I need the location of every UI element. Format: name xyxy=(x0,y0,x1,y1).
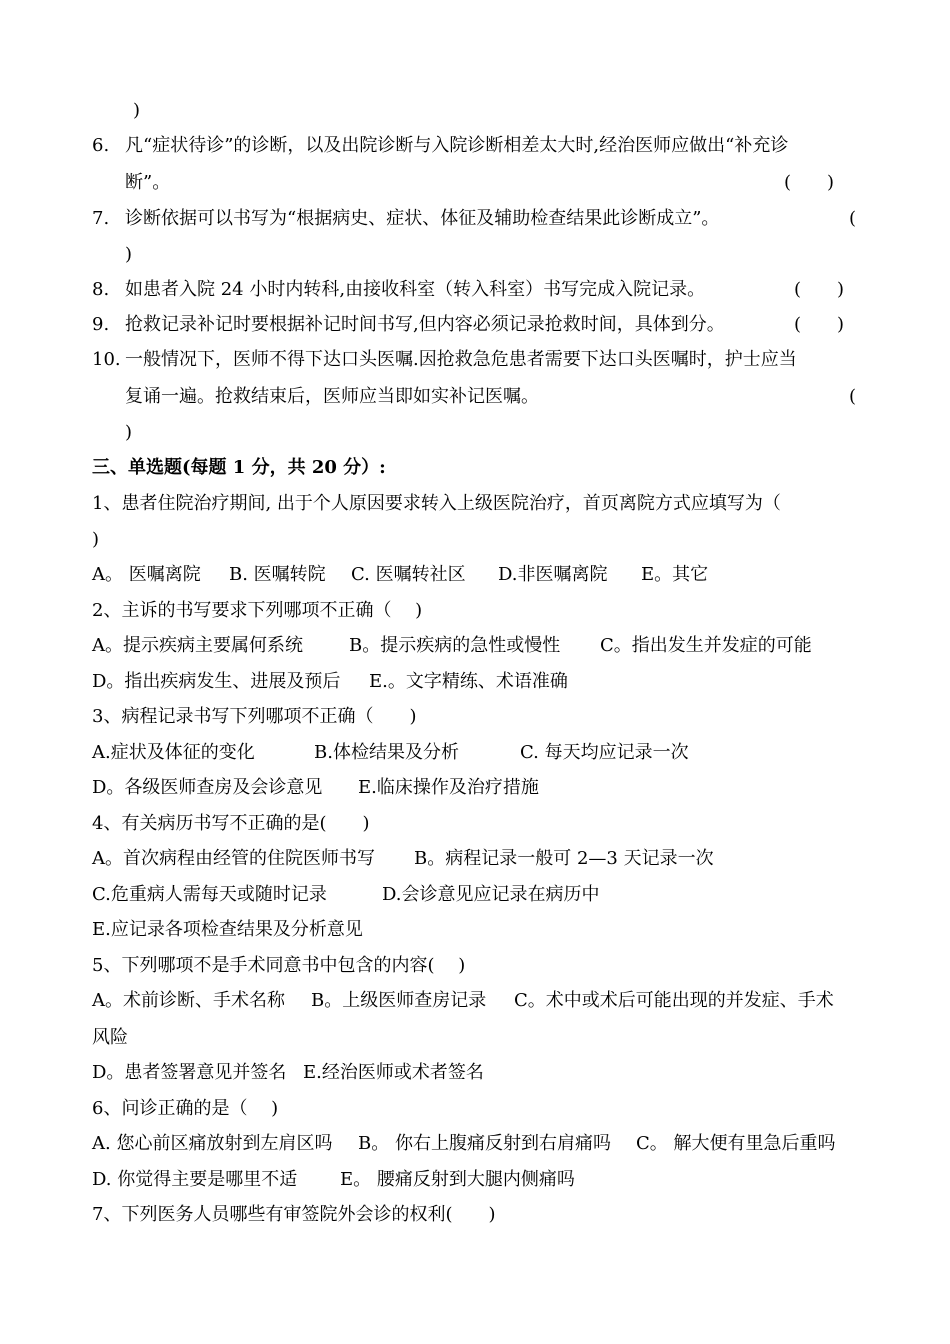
carry-paren: ) xyxy=(133,100,141,121)
tf-item-text: 诊断依据可以书写为“根据病史、症状、体征及辅助检查结果此诊断成立”。 xyxy=(125,208,720,229)
option-d: D。患者签署意见并签名 xyxy=(92,1062,287,1083)
option-a: A。术前诊断、手术名称 xyxy=(92,990,285,1011)
option-a: A。提示疾病主要属何系统 xyxy=(92,635,303,656)
option-d: D。指出疾病发生、进展及预后 xyxy=(92,671,341,692)
option-e: E。其它 xyxy=(641,564,709,585)
option-c: C. 每天均应记录一次 xyxy=(520,742,689,763)
option-b: B。提示疾病的急性或慢性 xyxy=(349,635,561,656)
option-d: D.会诊意见应记录在病历中 xyxy=(382,884,600,905)
answer-paren-close: ) xyxy=(125,422,133,443)
tf-item-text: 凡“症状待诊”的诊断，以及出院诊断与入院诊断相差太大时,经治医师应做出“补充诊 xyxy=(125,135,789,156)
answer-paren-close: ) xyxy=(125,244,133,265)
option-b: B.体检结果及分析 xyxy=(314,742,459,763)
option-b: B。病程记录一般可 2—3 天记录一次 xyxy=(414,848,714,869)
section-heading: 三、单选题(每题 1 分，共 20 分）: xyxy=(92,457,386,478)
option-d: D。各级医师查房及会诊意见 xyxy=(92,777,323,798)
question-text: 3、病程记录书写下列哪项不正确（ ) xyxy=(92,706,417,727)
tf-item-number: 9. xyxy=(92,314,110,335)
answer-paren-open: ( xyxy=(849,208,857,229)
answer-paren: ( ) xyxy=(794,279,845,300)
option-c: C。术中或术后可能出现的并发症、手术 xyxy=(514,990,834,1011)
option-a: A。首次病程由经管的住院医师书写 xyxy=(92,848,375,869)
option-d: D. 你觉得主要是哪里不适 xyxy=(92,1169,298,1190)
option-a: A.症状及体征的变化 xyxy=(92,742,255,763)
tf-item-number: 7. xyxy=(92,208,110,229)
option-c: C。 解大便有里急后重吗 xyxy=(636,1133,836,1154)
option-c-cont: 风险 xyxy=(92,1027,128,1048)
option-c: C. 医嘱转社区 xyxy=(351,564,466,585)
option-e: E。 腰痛反射到大腿内侧痛吗 xyxy=(340,1169,575,1190)
answer-paren: ( ) xyxy=(784,172,835,193)
question-text: 7、下列医务人员哪些有审签院外会诊的权利( ) xyxy=(92,1204,496,1225)
question-text: 6、问诊正确的是（ ) xyxy=(92,1098,279,1119)
option-a: A。 医嘱离院 xyxy=(92,564,201,585)
tf-item-number: 10. xyxy=(92,349,121,370)
tf-item-text-cont: 复诵一遍。抢救结束后，医师应当即如实补记医嘱。 xyxy=(125,386,539,407)
option-b: B。上级医师查房记录 xyxy=(311,990,487,1011)
tf-item-number: 8. xyxy=(92,279,110,300)
option-b: B. 医嘱转院 xyxy=(229,564,326,585)
answer-paren-open: ( xyxy=(849,386,857,407)
option-c: C.危重病人需每天或随时记录 xyxy=(92,884,327,905)
question-text: 4、有关病历书写不正确的是( ) xyxy=(92,813,370,834)
tf-item-text: 抢救记录补记时要根据补记时间书写,但内容必须记录抢救时间，具体到分。 xyxy=(125,314,725,335)
answer-paren: ( ) xyxy=(794,314,845,335)
question-text: 1、患者住院治疗期间, 出于个人原因要求转入上级医院治疗，首页离院方式应填写为（ xyxy=(92,493,781,514)
option-c: C。指出发生并发症的可能 xyxy=(600,635,812,656)
tf-item-text-cont: 断”。 xyxy=(125,172,171,193)
option-d: D.非医嘱离院 xyxy=(498,564,608,585)
question-text-cont: ) xyxy=(92,529,100,550)
tf-item-text: 如患者入院 24 小时内转科,由接收科室（转入科室）书写完成入院记录。 xyxy=(125,279,706,300)
option-e: E.应记录各项检查结果及分析意见 xyxy=(92,919,363,940)
option-a: A. 您心前区痛放射到左肩区吗 xyxy=(92,1133,333,1154)
question-text: 5、下列哪项不是手术同意书中包含的内容( ) xyxy=(92,955,466,976)
option-e: E.。文字精练、术语准确 xyxy=(369,671,568,692)
option-e: E.临床操作及治疗措施 xyxy=(358,777,539,798)
tf-item-number: 6. xyxy=(92,135,110,156)
option-b: B。 你右上腹痛反射到右肩痛吗 xyxy=(358,1133,611,1154)
tf-item-text: 一般情况下，医师不得下达口头医嘱.因抢救急危患者需要下达口头医嘱时，护士应当 xyxy=(125,349,797,370)
question-text: 2、主诉的书写要求下列哪项不正确（ ) xyxy=(92,600,423,621)
option-e: E.经治医师或术者签名 xyxy=(303,1062,484,1083)
